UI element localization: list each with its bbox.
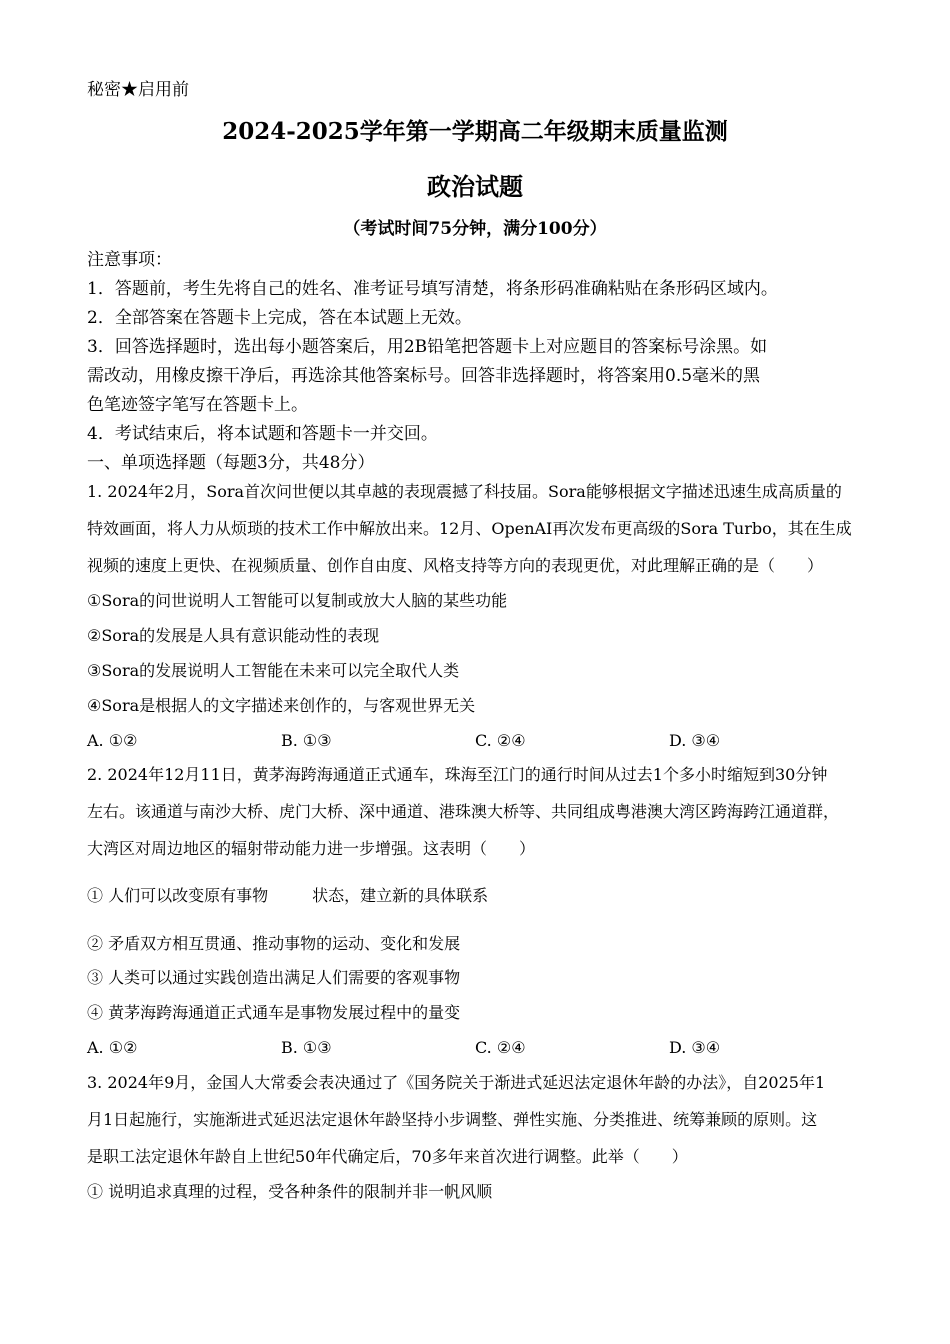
q2-stem-line-1: 2. 2024年12月11日，黄茅海跨海通道正式通车，珠海至江门的通行时间从过去1个多小时缩短到30分钟 [87,765,828,784]
q2-statement-1-part-a: ① 人们可以改变原有事物 [87,886,269,905]
q2-statement-3: ③ 人类可以通过实践创造出满足人们需要的客观事物 [87,968,461,987]
notice-item-1: 1．答题前，考生先将自己的姓名、准考证号填写清楚，将条形码准确粘贴在条形码区域内。 [87,279,778,299]
q1-statement-4: ④Sora是根据人的文字描述来创作的，与客观世界无关 [87,696,476,715]
q2-option-b: B. ①③ [281,1038,332,1057]
section-heading: 一、单项选择题（每题3分，共48分） [87,453,375,473]
confidential-mark: 秘密★启用前 [87,80,189,100]
q1-option-c: C. ②④ [475,731,526,750]
notice-item-3-line-2: 需改动，用橡皮擦干净后，再选涂其他答案标号。回答非选择题时，将答案用0.5毫米的黑 [87,366,761,386]
q3-stem-line-3: 是职工法定退休年龄自上世纪50年代确定后，70多年来首次进行调整。此举（ ） [87,1147,688,1166]
q1-statement-1: ①Sora的问世说明人工智能可以复制或放大人脑的某些功能 [87,591,508,610]
q1-option-a: A. ①② [87,731,138,750]
q1-stem-line-3: 视频的速度上更快、在视频质量、创作自由度、风格支持等方向的表现更优，对此理解正确的是（ ） [87,556,824,575]
q2-statement-1 [87,886,488,906]
q3-stem-line-2: 月1日起施行，实施渐进式延迟法定退休年龄坚持小步调整、弹性实施、分类推进、统筹兼顾的原则。这 [87,1110,818,1129]
q2-stem-line-3: 大湾区对周边地区的辐射带动能力进一步增强。这表明（ ） [87,839,536,858]
notice-heading: 注意事项： [87,250,172,270]
q1-statement-3: ③Sora的发展说明人工智能在未来可以完全取代人类 [87,661,460,680]
q1-option-b: B. ①③ [281,731,332,750]
q3-statement-1: ① 说明追求真理的过程，受各种条件的限制并非一帆风顺 [87,1182,493,1201]
exam-info: （考试时间75分钟，满分100分） [343,219,607,239]
subject-title: 政治试题 [427,172,523,201]
notice-item-4: 4．考试结束后，将本试题和答题卡一并交回。 [87,424,438,444]
q3-stem-line-1: 3. 2024年9月，金国人大常委会表决通过了《国务院关于渐进式延迟法定退休年龄的办法》，自2025年1 [87,1073,826,1092]
q2-option-d: D. ③④ [669,1038,721,1057]
exam-title: 2024-2025学年第一学期高二年级期末质量监测 [222,118,728,145]
q1-option-d: D. ③④ [669,731,721,750]
notice-item-2: 2．全部答案在答题卡上完成，答在本试题上无效。 [87,308,472,328]
q2-stem-line-2: 左右。该通道与南沙大桥、虎门大桥、深中通道、港珠澳大桥等、共同组成粤港澳大湾区跨海跨江通道群， [87,802,840,821]
q2-statement-4: ④ 黄茅海跨海通道正式通车是事物发展过程中的量变 [87,1003,461,1022]
notice-item-3-line-1: 3．回答选择题时，选出每小题答案后，用2B铅笔把答题卡上对应题目的答案标号涂黑。如 [87,337,768,357]
q2-option-a: A. ①② [87,1038,138,1057]
q2-option-c: C. ②④ [475,1038,526,1057]
q2-statement-1-part-b: 状态，建立新的具体联系 [312,886,489,905]
q1-stem-line-2: 特效画面，将人力从烦琐的技术工作中解放出来。12月、OpenAI再次发布更高级的Sora Turbo，其在生成 [87,519,852,538]
q1-statement-2: ②Sora的发展是人具有意识能动性的表现 [87,626,380,645]
q1-stem-line-1: 1. 2024年2月，Sora首次问世便以其卓越的表现震撼了科技届。Sora能够根据文字描述迅速生成高质量的 [87,482,842,501]
notice-item-3-line-3: 色笔迹签字笔写在答题卡上。 [87,395,308,415]
q2-statement-2: ② 矛盾双方相互贯通、推动事物的运动、变化和发展 [87,934,461,953]
